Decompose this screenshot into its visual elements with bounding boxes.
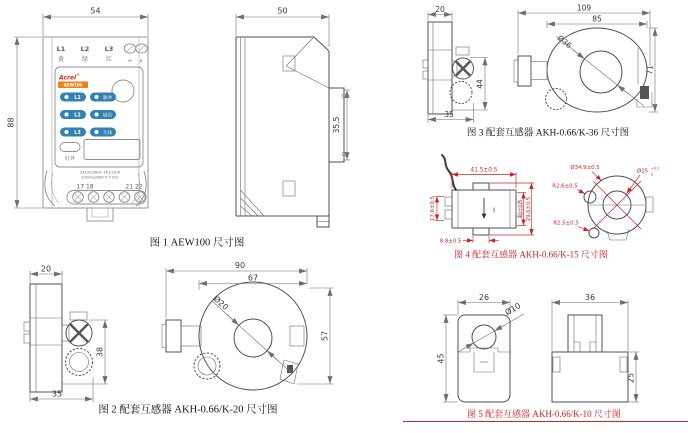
nameplate-window [84,140,140,160]
aew100-side-view [236,7,350,228]
top-screw-terminals [124,44,147,63]
led-dot [94,130,98,134]
dim-k36-body [547,15,647,29]
acrel-logo-mark: ® [76,73,80,77]
dim-296-label: 29.6±0.5 [525,196,532,222]
dim-o15-label: Ø15 [637,168,649,175]
dim-k20-frontheight [297,288,333,384]
rating-line1: 3X220/380V 3X1(20)A [79,170,121,175]
infrared-label: 红外 [64,156,76,162]
led-dot [64,130,68,134]
dim-44-label: 44 [475,79,485,89]
dim-k36-hole [556,33,644,106]
dim-k36-depth [428,103,474,123]
dim-k36-20-label: 20 [435,5,445,14]
phase-l3-label: L3 [104,45,114,53]
infrared-window [60,143,80,152]
terminal-m-label: M [128,58,132,63]
dim-k10-height [437,315,458,402]
akh-k20-side-view [24,265,108,403]
dim-38-label: 38 [95,346,105,358]
dim-57-label: 57 [320,330,330,342]
dim-r25-label: R2.5±0.5 [553,220,579,227]
akh-k36-front-view [514,4,658,113]
dim-k15-innerheight [517,193,526,226]
dim-k10-width [458,293,510,314]
dim-36-label: 36 [584,293,596,302]
terminal-n-label: N [139,58,143,63]
dim-176-label: 17.6±0.5 [430,195,436,222]
dim-front-width [43,7,148,37]
dim-k36-overall [518,4,650,67]
led-l1-label: L1 [74,96,81,101]
acrel-logo: Acrel [59,74,77,82]
led-dot [94,95,98,99]
dim-k15-outerheight [490,183,534,235]
dim-71-label: 71 [645,65,655,75]
current-arrow [482,214,487,219]
phase-l2-label: L2 [80,45,90,53]
led-row-1 [60,93,116,102]
dim-k20-body [199,274,307,291]
dim-k36-35-label: 35 [444,110,454,119]
figure2-caption: 图 2 配套互感器 AKH-0.66/K-20 尺寸图 [98,404,278,416]
dim-20t-label: 20±0.5 [517,199,524,219]
model-label: AEW100 [63,82,83,88]
dim-25-label: 25 [626,372,636,384]
dim-k20-overall [166,261,307,318]
dim-o15-tol-upper: +0.2 [651,166,660,171]
dim-109-label: 109 [576,3,592,13]
dim-54-label: 54 [90,6,101,16]
dim-k20-hole [212,294,292,373]
akh-k15-side-view [430,155,534,245]
dim-349-label: Ø34.9±0.5 [570,165,600,171]
led-row-3 [60,128,116,137]
dim-o36-label: Ø36 [555,33,574,51]
dim-k15-outer [570,164,601,181]
led-pulse-label: 脉冲 [102,96,113,101]
phase-color-yellow: 黄 [57,56,65,63]
dim-50-label: 50 [277,6,288,16]
dim-20-label: 20 [40,264,52,274]
dim-45-label: 45 [436,353,446,364]
akh-k20-front-view [162,261,333,390]
led-dot [64,95,68,99]
aew100-front-view [7,7,149,222]
dim-88-label: 88 [6,117,16,128]
akh-k36-side-view [423,5,488,123]
dim-k15-r-upper [552,184,585,194]
phase-l1-label: L1 [56,45,66,53]
dim-415-label: 41.5±0.5 [470,167,498,174]
k15-cable [442,155,456,190]
dim-88t-label: 8.8±0.5 [439,238,462,245]
led-dot [94,112,98,116]
led-l2-label: L2 [74,113,81,119]
terminal-group-right: 21 22 [125,183,143,191]
phase-color-green: 绿 [81,56,89,63]
figure3-caption: 图 3 配套互感器 AKH-0.66/K-36 尺寸图 [466,128,630,139]
dim-355-label: 35.5 [332,116,341,134]
dim-o15-tol-lower: 0 [651,172,654,177]
dim-85-label: 85 [592,14,602,24]
led-row-2 [60,110,116,119]
figure1-caption: 图 1 AEW100 尺寸图 [149,237,245,249]
k36-latch [640,86,649,99]
dim-rail-height [332,90,350,160]
current-mark: I [493,206,496,215]
dim-k10-hole [458,300,524,352]
dim-front-height [7,37,43,208]
dim-k36-height [452,58,488,111]
akh-k10-left-view [437,293,524,402]
akh-k10-right-view [552,293,639,402]
dim-67-label: 67 [247,273,259,283]
dim-o20-label: Ø20 [211,294,230,313]
led-dot [64,112,68,116]
dim-side-width [236,7,329,48]
dim-k15-r-lower [553,221,589,232]
terminal-group-left: 17 18 [76,183,94,191]
akh-k15-front-view [552,164,659,240]
figure4-caption: 图 4 配套互感器 AKH-0.66/K-15 尺寸图 [454,249,608,260]
dim-90-label: 90 [234,261,246,270]
led-wireless-label: 无线 [102,131,113,136]
dim-k15-left [430,196,444,221]
dim-k15-width [452,168,516,189]
figure5-caption: 图 5 配套互感器 AKH-0.66/K-10 尺寸图 [467,409,621,419]
led-comm-label: 通讯 [102,113,113,119]
dim-o10-label: Ø10 [503,301,523,318]
led-l3-label: L3 [74,131,81,136]
dim-r26-label: R2.6±0.5 [552,183,578,190]
dim-26-label: 26 [478,293,490,302]
dim-k15-tab [440,236,499,245]
dim-35-label: 35 [51,389,63,399]
rating-line2: 200imp/kWh 0 Y 02C [81,175,119,180]
phase-color-red: 红 [105,56,113,63]
